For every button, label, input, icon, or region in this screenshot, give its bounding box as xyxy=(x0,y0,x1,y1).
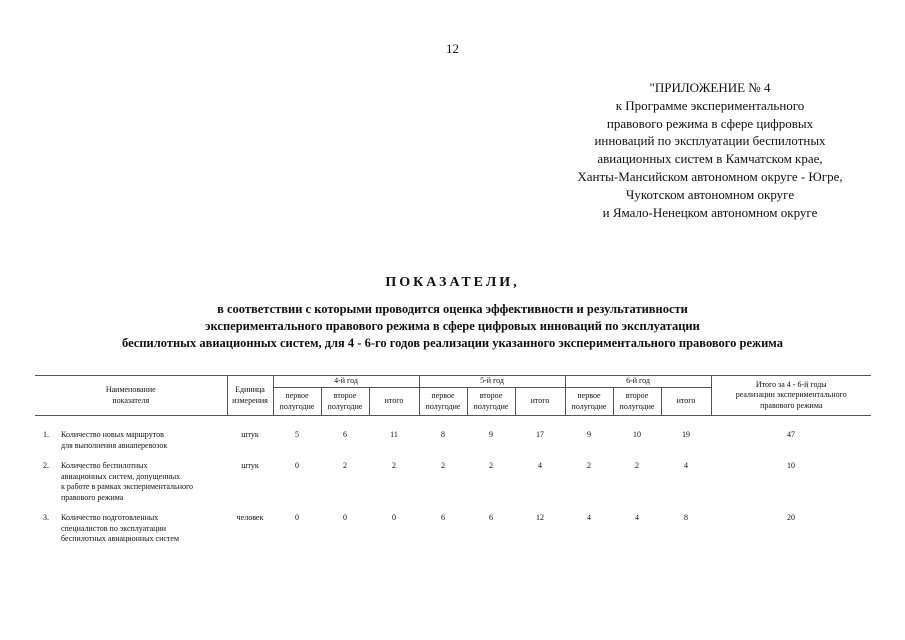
row-number: 3. xyxy=(43,513,49,522)
row-value: 6 xyxy=(343,430,347,439)
row-name-text: Количество подготовленных специалистов по эксплуатации беспилотных авиационных систем xyxy=(61,513,180,543)
header-year-5: 5-й год xyxy=(419,376,565,388)
header-first-half-text: первое полугодие xyxy=(279,391,315,411)
header-name xyxy=(35,376,227,416)
row-value: 4 xyxy=(538,461,542,470)
header-first-half xyxy=(419,388,467,416)
row-name-text: Количество беспилотных авиационных систем, допущенных к работе в рамках экспериментального правового режима xyxy=(61,461,194,502)
row-name xyxy=(57,430,227,461)
row-value: 19 xyxy=(682,430,690,439)
header-name-text: Наименование показателя xyxy=(105,385,156,405)
row-unit: штук xyxy=(241,430,259,439)
row-value: 8 xyxy=(684,513,688,522)
header-year-4: 4-й год xyxy=(273,376,419,388)
subtitle-line: в соответствии с которыми проводится оценка эффективности и результативности xyxy=(217,302,688,316)
row-value: 2 xyxy=(441,461,445,470)
appendix-line: к Программе экспериментального xyxy=(615,97,805,113)
table-row xyxy=(35,513,871,555)
header-first-half-text: первое полугодие xyxy=(425,391,461,411)
row-value: 5 xyxy=(295,430,299,439)
row-grand-total: 10 xyxy=(787,461,795,470)
appendix-line: Чукотском автономном округе xyxy=(625,186,795,202)
header-total: итого xyxy=(661,388,711,416)
header-total: итого xyxy=(515,388,565,416)
header-unit xyxy=(227,376,273,416)
row-value: 0 xyxy=(295,461,299,470)
row-value: 2 xyxy=(587,461,591,470)
header-grand-total-text: Итого за 4 - 6-й годы реализации экспериментального правового режима xyxy=(735,379,847,410)
header-second-half-text: второе полугодие xyxy=(619,391,655,411)
appendix-line: авиационных систем в Камчатском крае, xyxy=(597,151,823,167)
document-subtitle xyxy=(0,301,905,352)
indicators-table xyxy=(35,375,871,555)
table-row xyxy=(35,461,871,513)
row-value: 4 xyxy=(635,513,639,522)
header-year-6: 6-й год xyxy=(565,376,711,388)
row-value: 10 xyxy=(633,430,641,439)
row-value: 12 xyxy=(536,513,544,522)
appendix-line: инноваций по эксплуатации беспилотных xyxy=(594,133,826,149)
row-grand-total: 20 xyxy=(787,513,795,522)
row-value: 2 xyxy=(392,461,396,470)
appendix-header xyxy=(510,79,905,221)
row-unit: человек xyxy=(236,513,264,522)
row-number: 2. xyxy=(43,461,49,470)
header-second-half xyxy=(613,388,661,416)
table-spacer xyxy=(35,416,871,431)
row-value: 11 xyxy=(390,430,398,439)
row-value: 17 xyxy=(536,430,544,439)
row-value: 0 xyxy=(343,513,347,522)
header-total: итого xyxy=(369,388,419,416)
row-value: 2 xyxy=(635,461,639,470)
row-value: 9 xyxy=(587,430,591,439)
appendix-line: "ПРИЛОЖЕНИЕ № 4 xyxy=(649,80,771,95)
row-name-text: Количество новых маршрутов для выполнения авиаперевозок xyxy=(61,430,168,450)
row-number: 1. xyxy=(43,430,49,439)
header-second-half-text: второе полугодие xyxy=(327,391,363,411)
row-name xyxy=(57,513,227,555)
appendix-line: Ханты-Мансийском автономном округе - Югре, xyxy=(577,168,843,184)
header-second-half xyxy=(321,388,369,416)
row-value: 6 xyxy=(441,513,445,522)
header-unit-text: Единица измерения xyxy=(232,385,268,405)
appendix-line: правового режима в сфере цифровых xyxy=(606,115,814,131)
header-grand-total xyxy=(711,376,871,416)
subtitle-line: беспилотных авиационных систем, для 4 - 6-го годов реализации указанного экспериментального правового режима xyxy=(122,336,783,350)
header-first-half xyxy=(565,388,613,416)
row-value: 6 xyxy=(489,513,493,522)
row-unit: штук xyxy=(241,461,259,470)
row-value: 4 xyxy=(684,461,688,470)
row-value: 8 xyxy=(441,430,445,439)
header-second-half xyxy=(467,388,515,416)
header-second-half-text: второе полугодие xyxy=(473,391,509,411)
header-first-half xyxy=(273,388,321,416)
row-value: 2 xyxy=(489,461,493,470)
row-value: 0 xyxy=(295,513,299,522)
row-value: 4 xyxy=(587,513,591,522)
row-name xyxy=(57,461,227,513)
document-title: ПОКАЗАТЕЛИ, xyxy=(385,275,520,290)
header-first-half-text: первое полугодие xyxy=(571,391,607,411)
row-value: 9 xyxy=(489,430,493,439)
row-value: 0 xyxy=(392,513,396,522)
subtitle-line: экспериментального правового режима в сфере цифровых инноваций по эксплуатации xyxy=(205,319,700,333)
table-row xyxy=(35,430,871,461)
appendix-line: и Ямало-Ненецком автономном округе xyxy=(602,204,818,220)
page-number: 12 xyxy=(446,41,459,56)
row-value: 2 xyxy=(343,461,347,470)
row-grand-total: 47 xyxy=(787,430,795,439)
